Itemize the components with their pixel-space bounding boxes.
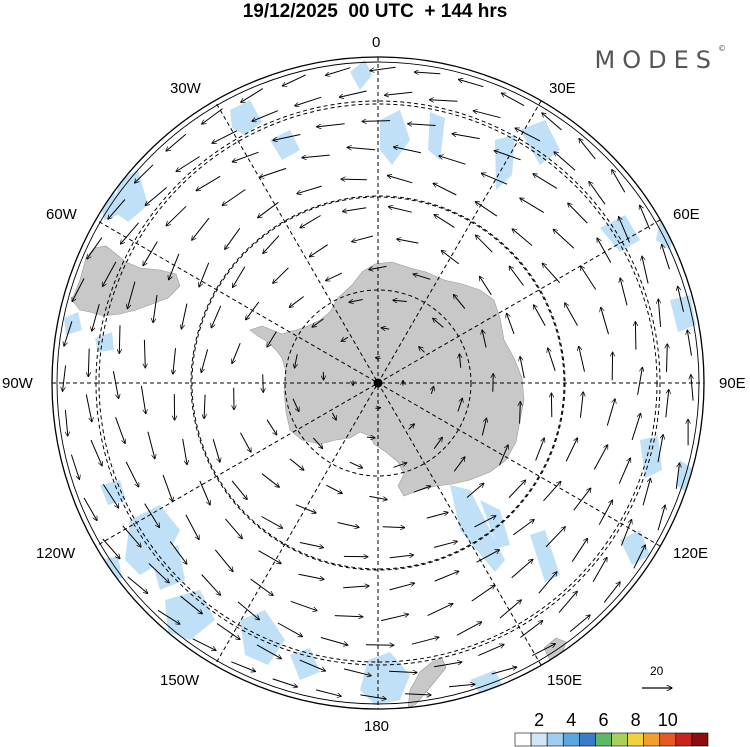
wind-vector bbox=[658, 299, 660, 327]
wind-vector bbox=[574, 488, 591, 510]
wind-vector bbox=[612, 170, 625, 193]
wind-vector bbox=[383, 527, 405, 528]
wind-vector bbox=[599, 500, 612, 525]
wind-vector bbox=[559, 591, 577, 612]
wind-vector bbox=[638, 367, 643, 395]
wind-vector bbox=[643, 478, 650, 505]
wind-vector bbox=[347, 147, 375, 149]
wind-vector bbox=[173, 348, 176, 374]
wind-vector bbox=[427, 512, 448, 518]
wind-vector bbox=[566, 438, 577, 462]
wind-vector bbox=[215, 550, 233, 572]
wind-vector bbox=[435, 571, 459, 581]
colorbar-tick-label: 8 bbox=[630, 710, 641, 730]
wind-vector bbox=[316, 690, 341, 696]
wind-vector bbox=[299, 574, 325, 579]
wind-vector bbox=[546, 527, 565, 547]
wind-vector bbox=[321, 638, 348, 646]
wind-vector bbox=[666, 390, 669, 418]
wind-vector bbox=[594, 445, 607, 470]
wind-vector bbox=[297, 186, 322, 194]
wind-vector bbox=[181, 304, 187, 329]
lon-label-30e: 30E bbox=[549, 80, 576, 97]
wind-vector bbox=[204, 395, 205, 419]
wind-vector bbox=[326, 485, 342, 493]
wind-vector bbox=[338, 523, 360, 528]
wind-vector bbox=[691, 375, 693, 401]
wind-vector bbox=[225, 228, 240, 249]
wind-vector bbox=[441, 251, 459, 264]
wind-vector bbox=[593, 557, 607, 581]
wind-vector bbox=[200, 481, 210, 505]
wind-vector bbox=[589, 182, 605, 205]
colorbar-swatch bbox=[595, 733, 611, 746]
lon-label-0: 0 bbox=[372, 34, 381, 51]
wind-vector bbox=[213, 439, 220, 462]
lon-label-90e: 90E bbox=[719, 375, 746, 392]
wind-vector bbox=[472, 585, 495, 601]
wind-vector bbox=[343, 208, 367, 212]
wind-vector bbox=[145, 188, 167, 206]
wind-vector bbox=[434, 541, 457, 547]
wind-vector bbox=[554, 152, 575, 170]
colorbar-swatch bbox=[692, 733, 708, 746]
wind-vector bbox=[473, 111, 500, 118]
wind-vector bbox=[580, 392, 583, 418]
wind-vector bbox=[509, 480, 526, 497]
wind-vector bbox=[128, 577, 148, 594]
wind-vector bbox=[222, 190, 245, 206]
wind-vector bbox=[397, 239, 419, 243]
wind-vector bbox=[640, 205, 650, 229]
wind-vector bbox=[350, 462, 363, 468]
wind-vector bbox=[581, 266, 596, 290]
wind-vector bbox=[126, 462, 139, 487]
wind-vector bbox=[290, 459, 304, 470]
wind-vector bbox=[103, 539, 120, 559]
wind-vector bbox=[458, 79, 483, 86]
wind-vector bbox=[457, 622, 482, 635]
wind-vector bbox=[534, 305, 546, 326]
wind-vector bbox=[352, 236, 373, 242]
wind-vector bbox=[326, 273, 342, 281]
wind-vector bbox=[263, 374, 264, 392]
lon-label-60w: 60W bbox=[46, 206, 77, 223]
wind-vector bbox=[232, 343, 240, 363]
wind-vector bbox=[429, 100, 457, 102]
wind-vector bbox=[405, 694, 431, 695]
wind-vector bbox=[91, 440, 102, 466]
wind-vector bbox=[341, 179, 367, 180]
wind-vector bbox=[232, 481, 247, 500]
wind-vector bbox=[258, 202, 279, 218]
wind-vector bbox=[289, 297, 303, 308]
wind-vector bbox=[246, 302, 259, 320]
wind-vector bbox=[687, 330, 691, 356]
wind-vector bbox=[202, 109, 223, 125]
lon-label-180: 180 bbox=[364, 718, 390, 735]
lon-label-150w: 150W bbox=[160, 672, 200, 689]
wind-vector bbox=[339, 91, 366, 97]
wind-vector bbox=[317, 124, 345, 127]
wind-vector bbox=[183, 439, 187, 465]
wind-vector bbox=[263, 236, 279, 254]
wind-vector bbox=[414, 72, 440, 74]
colorbar-swatch bbox=[612, 733, 628, 746]
wind-vector bbox=[309, 245, 327, 257]
wind-vector bbox=[326, 68, 351, 76]
wind-vector bbox=[116, 417, 126, 443]
wind-vector bbox=[233, 267, 245, 288]
wind-vector bbox=[251, 579, 274, 596]
wind-vector bbox=[536, 438, 545, 460]
wind-vector bbox=[241, 433, 252, 452]
lon-label-120w: 120W bbox=[36, 545, 76, 562]
wind-vector bbox=[201, 349, 207, 372]
wind-vector bbox=[295, 97, 322, 106]
wind-vector bbox=[65, 410, 67, 436]
wind-vector bbox=[192, 218, 209, 240]
wind-vector bbox=[296, 505, 316, 513]
wind-vector bbox=[412, 637, 439, 644]
wind-vector bbox=[166, 206, 186, 226]
wind-vector bbox=[148, 432, 155, 459]
wind-vector bbox=[434, 215, 454, 228]
wind-vector bbox=[579, 346, 585, 371]
lon-label-60e: 60E bbox=[673, 206, 700, 223]
lon-label-150e: 150E bbox=[547, 672, 583, 689]
lon-label-90w: 90W bbox=[2, 375, 33, 392]
wind-vector bbox=[428, 604, 453, 616]
colorbar-tick-label: 10 bbox=[657, 710, 678, 730]
lon-label-120e: 120E bbox=[673, 545, 709, 562]
wind-vector bbox=[604, 582, 620, 603]
wind-vector bbox=[570, 615, 590, 632]
wind-vector bbox=[520, 621, 542, 638]
colorbar-tick-label: 2 bbox=[534, 710, 545, 730]
wind-vector bbox=[509, 266, 523, 285]
wind-vector bbox=[520, 402, 521, 424]
wind-vector bbox=[439, 156, 466, 164]
colorbar-tick-label: 6 bbox=[598, 710, 609, 730]
wind-vector bbox=[597, 238, 611, 263]
map-title: 19/12/2025 00 UTC + 144 hrs bbox=[242, 1, 508, 22]
wind-vector bbox=[225, 519, 242, 539]
colorbar-swatch bbox=[660, 733, 676, 746]
wind-vector bbox=[176, 157, 200, 172]
wind-vector bbox=[166, 134, 186, 151]
wind-vector bbox=[199, 263, 209, 287]
logo-text: MODES bbox=[594, 46, 718, 74]
wind-vector bbox=[512, 229, 532, 246]
wind-vector bbox=[553, 229, 574, 248]
wind-vector bbox=[390, 555, 414, 558]
wind-vector bbox=[86, 394, 92, 421]
wind-vector bbox=[500, 600, 521, 618]
wind-vector bbox=[544, 481, 561, 500]
wind-vector bbox=[385, 92, 413, 95]
wind-vector bbox=[211, 306, 221, 328]
wind-vector bbox=[71, 455, 79, 480]
wind-vector bbox=[512, 559, 533, 577]
logo-mark: © bbox=[718, 44, 726, 53]
wind-vector bbox=[300, 216, 321, 228]
colorbar-swatch bbox=[531, 733, 547, 746]
wind-vector bbox=[507, 313, 515, 334]
wind-vector bbox=[667, 344, 668, 372]
wind-vector bbox=[241, 89, 263, 103]
wind-vector bbox=[335, 616, 363, 617]
wind-vector bbox=[635, 322, 636, 350]
wind-vector bbox=[193, 639, 216, 651]
wind-vector bbox=[113, 371, 118, 399]
wind-vector bbox=[291, 601, 317, 610]
wind-vector bbox=[476, 235, 493, 252]
wind-vector bbox=[88, 349, 89, 377]
wind-vector bbox=[302, 155, 330, 158]
wind-vector bbox=[387, 176, 412, 183]
colorbar-swatch bbox=[628, 733, 644, 746]
wind-vector bbox=[63, 365, 66, 391]
wind-vector bbox=[370, 67, 396, 70]
colorbar-tick-label: 4 bbox=[566, 710, 577, 730]
wind-vector bbox=[262, 517, 283, 529]
wind-vector bbox=[260, 168, 287, 177]
colorbar-swatch bbox=[515, 733, 531, 746]
wind-vector bbox=[620, 278, 627, 305]
wind-vector bbox=[273, 679, 298, 687]
reference-vector-label: 20 bbox=[650, 664, 664, 678]
wind-vector bbox=[642, 256, 648, 283]
wind-vector bbox=[533, 174, 557, 189]
wind-vector bbox=[343, 586, 369, 588]
wind-vector bbox=[513, 520, 534, 535]
colorbar-swatch bbox=[579, 733, 595, 746]
colorbar-swatch bbox=[676, 733, 692, 746]
lon-label-30w: 30W bbox=[170, 80, 201, 97]
wind-vector bbox=[278, 623, 303, 637]
wind-vector bbox=[202, 575, 221, 596]
wind-vector bbox=[144, 340, 145, 368]
wind-vector bbox=[572, 538, 587, 561]
wind-vector bbox=[478, 644, 504, 655]
colorbar-swatch bbox=[547, 733, 563, 746]
wind-vector bbox=[568, 203, 588, 223]
colorbar-swatch bbox=[563, 733, 579, 746]
wind-vector bbox=[217, 624, 240, 640]
wind-vector bbox=[475, 202, 497, 217]
wind-vector bbox=[196, 176, 220, 190]
wind-vector bbox=[381, 614, 408, 620]
wind-vector bbox=[267, 420, 277, 435]
wind-vector bbox=[565, 303, 578, 326]
wind-vector bbox=[542, 263, 559, 282]
wind-vector bbox=[658, 505, 665, 530]
wind-vector bbox=[632, 413, 641, 440]
antarctica bbox=[250, 262, 524, 496]
wind-vector bbox=[141, 386, 145, 414]
wind-vector bbox=[273, 268, 289, 283]
wind-vector bbox=[282, 75, 305, 86]
wind-vector bbox=[601, 307, 609, 334]
wind-vector bbox=[262, 474, 279, 488]
wind-vector bbox=[186, 515, 199, 540]
wind-vector bbox=[492, 667, 517, 674]
wind-vector bbox=[607, 399, 615, 426]
wind-vector bbox=[452, 134, 480, 139]
wind-vector bbox=[120, 223, 138, 244]
wind-vector bbox=[433, 183, 456, 195]
colorbar-swatch bbox=[644, 733, 660, 746]
wind-vector bbox=[548, 348, 555, 371]
wind-vector bbox=[619, 458, 630, 484]
wind-vector bbox=[579, 139, 595, 159]
wind-vector bbox=[449, 684, 475, 687]
wind-vector bbox=[163, 475, 173, 501]
colorbar bbox=[515, 733, 708, 746]
wind-vector bbox=[119, 325, 120, 353]
land-masses bbox=[72, 246, 670, 720]
wind-vector bbox=[300, 543, 324, 548]
wind-vector bbox=[388, 207, 411, 213]
wind-vector bbox=[390, 583, 415, 590]
wind-vector bbox=[520, 198, 544, 213]
south-pole-marker bbox=[374, 379, 383, 388]
